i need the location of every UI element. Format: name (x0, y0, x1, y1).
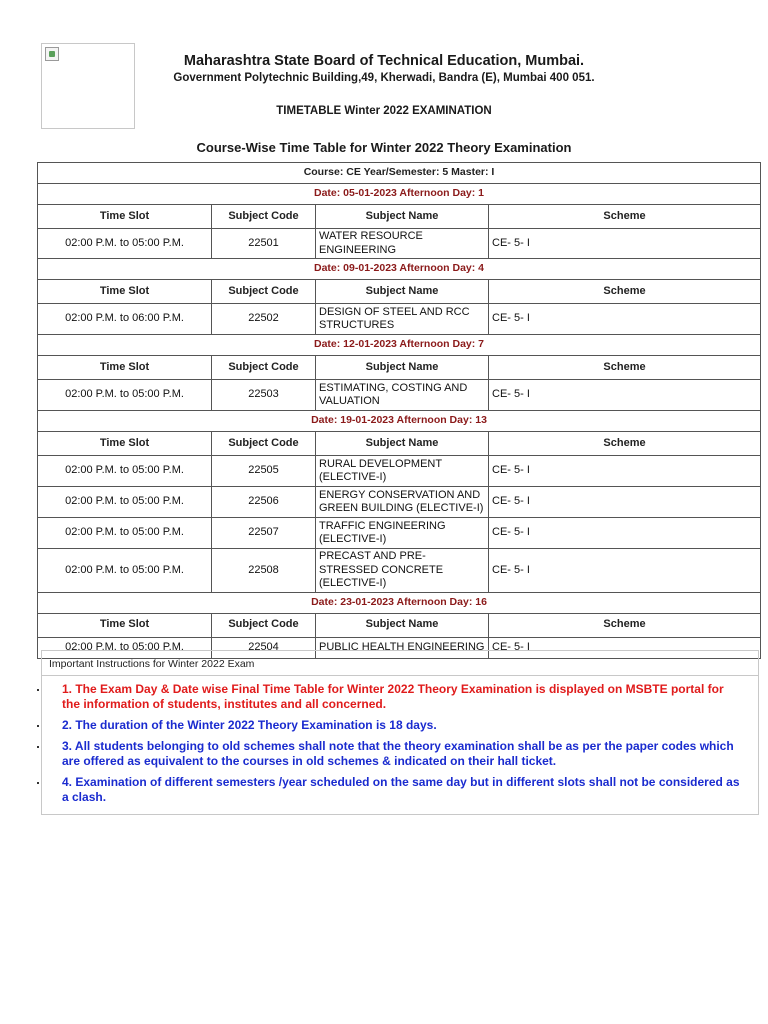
subject-name: PUBLIC HEALTH ENGINEERING (316, 637, 489, 658)
scheme-header: Scheme (489, 280, 761, 304)
instruction-item: 3. All students belonging to old schemes shall note that the theory examination shall be as per the paper codes which are offered as equivalent to the courses in old schemes & indicated on their hall ticket. (62, 739, 742, 769)
subject-code: 22503 (212, 380, 316, 411)
date-row (38, 259, 761, 280)
subject-name: PRECAST AND PRE-STRESSED CONCRETE (ELECTIVE-I) (316, 549, 489, 593)
exam-date: Date: 05-01-2023 Afternoon Day: 1 (38, 184, 761, 205)
subject-name: RURAL DEVELOPMENT (ELECTIVE-I) (316, 456, 489, 487)
scheme-header: Scheme (489, 432, 761, 456)
table-row (38, 304, 761, 335)
date-row (38, 411, 761, 432)
subject-code: 22508 (212, 549, 316, 593)
scheme-header: Scheme (489, 613, 761, 637)
subject-code-header: Subject Code (212, 613, 316, 637)
subject-name-header: Subject Name (316, 356, 489, 380)
subject-name: ENERGY CONSERVATION AND GREEN BUILDING (ELECTIVE-I) (316, 487, 489, 518)
time-slot-header: Time Slot (38, 432, 212, 456)
exam-date: Date: 23-01-2023 Afternoon Day: 16 (38, 592, 761, 613)
timetable-title: TIMETABLE Winter 2022 EXAMINATION (276, 105, 492, 117)
time-slot-header: Time Slot (38, 356, 212, 380)
exam-date: Date: 12-01-2023 Afternoon Day: 7 (38, 335, 761, 356)
course-wise-title: Course-Wise Time Table for Winter 2022 Theory Examination (196, 140, 572, 155)
board-address: Government Polytechnic Building,49, Kherwadi, Bandra (E), Mumbai 400 051. (173, 72, 595, 84)
instructions-panel (41, 650, 759, 815)
column-header-row (38, 205, 761, 229)
scheme: CE- 5- I (489, 549, 761, 593)
column-header-row (38, 613, 761, 637)
time-slot: 02:00 P.M. to 05:00 P.M. (38, 380, 212, 411)
subject-code-header: Subject Code (212, 280, 316, 304)
table-row (38, 487, 761, 518)
subject-name-header: Subject Name (316, 205, 489, 229)
subject-code-header: Subject Code (212, 432, 316, 456)
instructions-title: Important Instructions for Winter 2022 Exam (49, 658, 255, 670)
time-slot-header: Time Slot (38, 280, 212, 304)
subject-code: 22507 (212, 518, 316, 549)
date-row (38, 335, 761, 356)
time-slot: 02:00 P.M. to 05:00 P.M. (38, 487, 212, 518)
subject-name: WATER RESOURCE ENGINEERING (316, 229, 489, 259)
subject-name-header: Subject Name (316, 432, 489, 456)
subject-name-header: Subject Name (316, 613, 489, 637)
subject-code: 22505 (212, 456, 316, 487)
instruction-item: 1. The Exam Day & Date wise Final Time Table for Winter 2022 Theory Examination is displayed on MSBTE portal for the information of students, institutes and all concerned. (62, 682, 742, 712)
bullet-icon (37, 746, 39, 748)
scheme: CE- 5- I (489, 487, 761, 518)
time-slot: 02:00 P.M. to 05:00 P.M. (38, 549, 212, 593)
scheme: CE- 5- I (489, 304, 761, 335)
course-info: Course: CE Year/Semester: 5 Master: I (38, 163, 761, 184)
table-row (38, 518, 761, 549)
scheme: CE- 5- I (489, 380, 761, 411)
scheme: CE- 5- I (489, 518, 761, 549)
exam-date: Date: 09-01-2023 Afternoon Day: 4 (38, 259, 761, 280)
time-slot: 02:00 P.M. to 05:00 P.M. (38, 229, 212, 259)
subject-code: 22506 (212, 487, 316, 518)
instruction-item: 2. The duration of the Winter 2022 Theory Examination is 18 days. (62, 718, 742, 733)
subject-name: TRAFFIC ENGINEERING (ELECTIVE-I) (316, 518, 489, 549)
instructions-list (62, 682, 742, 811)
table-row (38, 380, 761, 411)
subject-code: 22502 (212, 304, 316, 335)
time-slot-header: Time Slot (38, 613, 212, 637)
exam-date: Date: 19-01-2023 Afternoon Day: 13 (38, 411, 761, 432)
scheme: CE- 5- I (489, 456, 761, 487)
column-header-row (38, 280, 761, 304)
instruction-item: 4. Examination of different semesters /year scheduled on the same day but in different slots shall not be considered as a clash. (62, 775, 742, 805)
date-row (38, 592, 761, 613)
timetable-table (37, 162, 761, 659)
column-header-row (38, 432, 761, 456)
scheme: CE- 5- I (489, 229, 761, 259)
time-slot: 02:00 P.M. to 05:00 P.M. (38, 456, 212, 487)
bullet-icon (37, 689, 39, 691)
date-row (38, 184, 761, 205)
bullet-icon (37, 782, 39, 784)
subject-code: 22504 (212, 637, 316, 658)
table-row (38, 549, 761, 593)
instructions-divider (42, 675, 758, 676)
time-slot-header: Time Slot (38, 205, 212, 229)
scheme: CE- 5- I (489, 637, 761, 658)
subject-name-header: Subject Name (316, 280, 489, 304)
table-row (38, 229, 761, 259)
board-name: Maharashtra State Board of Technical Education, Mumbai. (183, 53, 585, 69)
column-header-row (38, 356, 761, 380)
subject-code: 22501 (212, 229, 316, 259)
subject-code-header: Subject Code (212, 356, 316, 380)
table-row (38, 456, 761, 487)
time-slot: 02:00 P.M. to 06:00 P.M. (38, 304, 212, 335)
subject-name: DESIGN OF STEEL AND RCC STRUCTURES (316, 304, 489, 335)
time-slot: 02:00 P.M. to 05:00 P.M. (38, 518, 212, 549)
course-info-row (38, 163, 761, 184)
scheme-header: Scheme (489, 356, 761, 380)
subject-code-header: Subject Code (212, 205, 316, 229)
bullet-icon (37, 725, 39, 727)
time-slot: 02:00 P.M. to 05:00 P.M. (38, 637, 212, 658)
subject-name: ESTIMATING, COSTING AND VALUATION (316, 380, 489, 411)
scheme-header: Scheme (489, 205, 761, 229)
